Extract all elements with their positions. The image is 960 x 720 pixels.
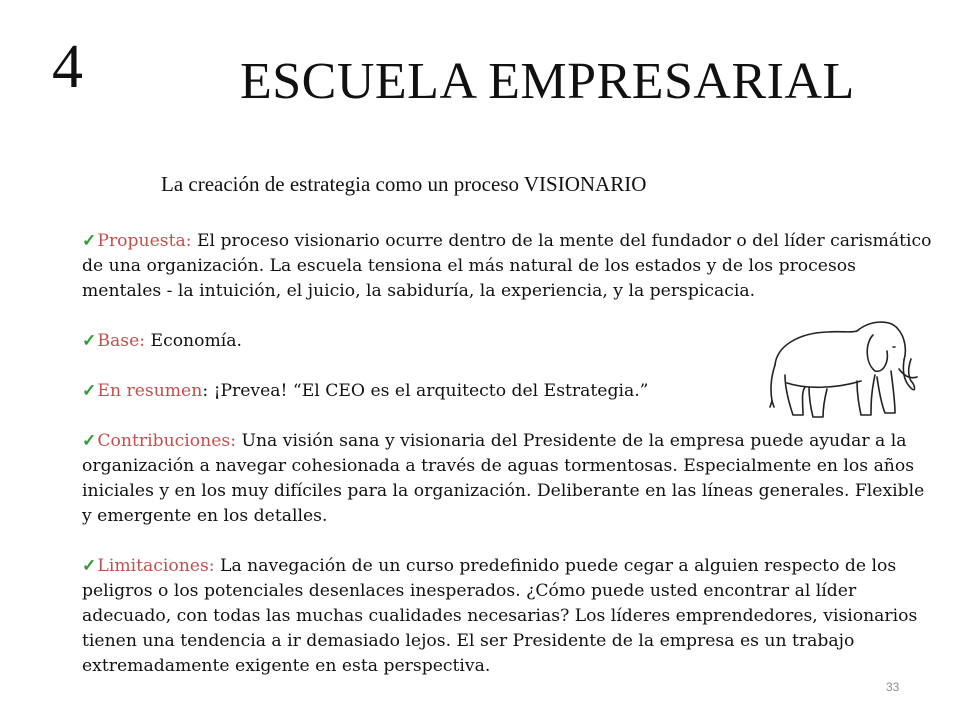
section-text: Economía. <box>145 331 242 351</box>
content-body <box>82 229 932 679</box>
checkmark-icon: ✓ <box>82 556 97 576</box>
section-text: La navegación de un curso predefinido puede cegar a alguien respecto de los peligros o los potenciales desenlaces inesperados. ¿Cómo puede usted encontrar al líder adecuado, con todas las muchas cualidades necesarias? Los líderes emprendedores, visionarios tienen una tendencia a ir demasiado lejos. El ser Presidente de la empresa es un trabajo extremadamente exigente en esta perspectiva. <box>82 556 918 676</box>
checkmark-icon: ✓ <box>82 331 97 351</box>
section-limitaciones <box>82 554 932 679</box>
slide-subtitle: La creación de estrategia como un proceso VISIONARIO <box>161 172 647 196</box>
slide-title: ESCUELA EMPRESARIAL <box>240 53 855 110</box>
checkmark-icon: ✓ <box>82 381 97 401</box>
checkmark-icon: ✓ <box>82 431 97 451</box>
section-propuesta <box>82 229 932 304</box>
section-text: El proceso visionario ocurre dentro de la mente del fundador o del líder carismático de una organización. La escuela tensiona el más natural de los estados y de los procesos mentales - la intuición, el juicio, la sabiduría, la experiencia, y la perspicacia. <box>82 231 932 301</box>
section-text: Una visión sana y visionaria del Presidente de la empresa puede ayudar a la organización a navegar cohesionada a través de aguas tormentosas. Especialmente en los años iniciales y en los muy difíciles para la organización. Deliberante en las líneas generales. Flexible y emergente en los detalles. <box>82 431 925 526</box>
elephant-icon <box>765 315 925 425</box>
section-label: Base: <box>97 331 146 351</box>
page-number: 33 <box>886 680 900 694</box>
section-text: : ¡Prevea! “El CEO es el arquitecto del Estrategia.” <box>202 381 649 401</box>
section-label: Limitaciones: <box>97 556 215 576</box>
section-label: En resumen <box>97 381 203 401</box>
section-label: Propuesta: <box>97 231 192 251</box>
section-contribuciones <box>82 429 932 529</box>
checkmark-icon: ✓ <box>82 231 97 251</box>
section-label: Contribuciones: <box>97 431 236 451</box>
slide-number: 4 <box>52 33 83 101</box>
